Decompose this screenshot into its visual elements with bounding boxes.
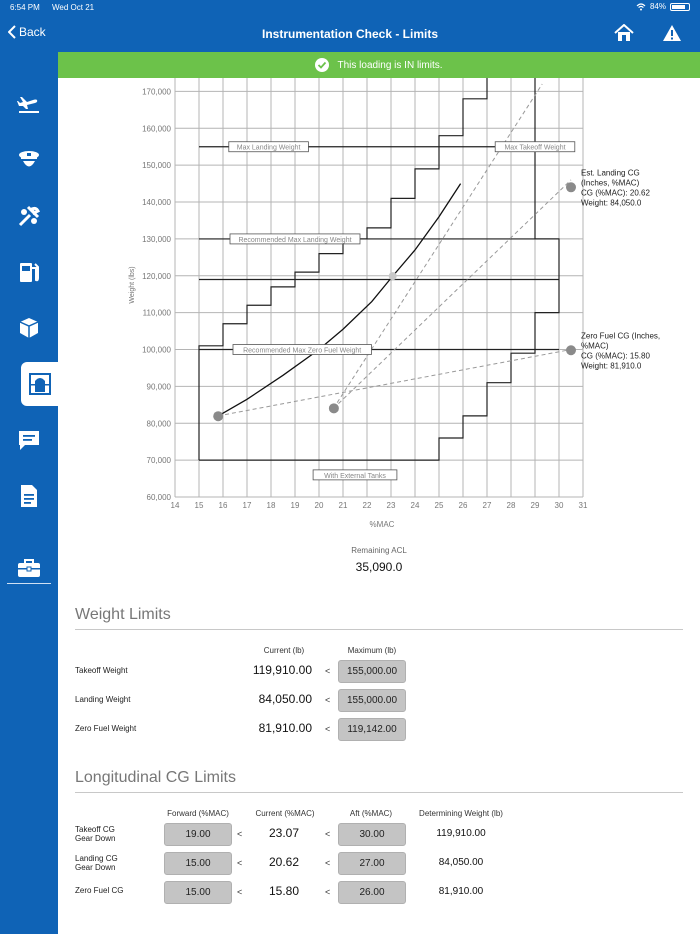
y-tick-label: 160,000 [142, 124, 171, 134]
limits-status-banner [58, 52, 700, 78]
annotation-text: Weight: 84,050.0 [581, 198, 642, 208]
y-tick-label: 140,000 [142, 198, 171, 208]
warning-icon [662, 24, 682, 42]
less-than: < [325, 666, 331, 676]
x-tick-label: 14 [170, 501, 180, 510]
y-tick-label: 70,000 [146, 456, 171, 466]
weight-col-max: Maximum (lb) [347, 646, 397, 655]
page-title: Instrumentation Check - Limits [261, 27, 439, 41]
battery-icon [670, 3, 690, 11]
weight-current-value: 81,910.00 [258, 721, 312, 735]
annotation-text: %MAC) [581, 341, 609, 351]
x-tick-label: 20 [314, 501, 324, 510]
annotation-text: Zero Fuel CG (Inches, [581, 331, 661, 341]
remaining-acl-label: Remaining ACL [351, 546, 407, 555]
cg-determining-weight: 84,050.00 [438, 857, 484, 868]
cg-determining-weight: 119,910.00 [436, 828, 486, 839]
pilot-cap-icon [17, 148, 41, 172]
home-indicator[interactable] [243, 925, 457, 929]
weight-max-box: 119,142.00 [338, 718, 406, 741]
sidebar-item-messages[interactable] [0, 418, 58, 462]
weight-row-label: Landing Weight [75, 695, 131, 704]
cg-col-determining: Determining Weight (lb) [419, 809, 503, 818]
document-icon [19, 484, 39, 508]
cg-envelope-chart [58, 78, 700, 528]
weight-row-label: Takeoff Weight [75, 666, 128, 675]
cg-limits-title: Longitudinal CG Limits [75, 769, 236, 786]
x-tick-label: 16 [218, 501, 228, 510]
battery-percent: 84% [649, 2, 666, 11]
x-tick-label: 29 [530, 501, 540, 510]
y-tick-label: 90,000 [146, 382, 171, 392]
wifi-icon [636, 3, 646, 11]
less-than: < [325, 724, 331, 734]
annotation-marker [566, 182, 576, 192]
sidebar-item-briefcase[interactable] [0, 546, 58, 590]
warning-button[interactable] [662, 24, 682, 47]
cg-forward-box: 19.00 [164, 823, 232, 846]
x-tick-label: 24 [410, 501, 420, 510]
x-tick-label: 27 [482, 501, 492, 510]
wrench-icon [17, 204, 41, 228]
annotation-text: CG (%MAC): 15.80 [581, 351, 650, 361]
y-tick-label: 60,000 [146, 493, 171, 502]
envelope-label: Recommended Max Landing Weight [238, 236, 352, 244]
weight-max-box: 155,000.00 [338, 660, 406, 683]
banner-text: This loading is IN limits. [337, 59, 443, 71]
aircraft-loading-icon [29, 372, 51, 396]
flight-icon [17, 94, 41, 114]
x-tick-label: 19 [290, 501, 300, 510]
x-tick-label: 15 [194, 501, 204, 510]
cg-current-value: 15.80 [268, 884, 300, 898]
back-label: Back [19, 25, 46, 39]
sidebar-item-crew[interactable] [0, 138, 58, 182]
cg-limits-rule [75, 792, 683, 793]
y-axis-label: Weight (lbs) [129, 266, 136, 304]
battery-level [672, 5, 685, 9]
less-than: < [237, 887, 243, 897]
less-than: < [325, 695, 331, 705]
cg-col-forward: Forward (%MAC) [167, 809, 229, 818]
cargo-box-icon [18, 316, 40, 340]
weight-limits-title: Weight Limits [75, 606, 171, 623]
cg-point [213, 411, 223, 421]
weight-current-value: 84,050.00 [258, 692, 312, 706]
less-than: < [325, 829, 331, 839]
annotation-text: Est. Landing CG [581, 168, 640, 178]
status-right [636, 2, 690, 11]
x-tick-label: 30 [554, 501, 564, 510]
envelope-label: Max Takeoff Weight [504, 144, 566, 152]
annotation-text: Weight: 81,910.0 [581, 361, 642, 371]
main-content [58, 78, 700, 934]
y-tick-label: 170,000 [142, 87, 171, 97]
fuel-burn-curve [218, 184, 460, 416]
home-button[interactable] [614, 24, 634, 47]
less-than: < [325, 887, 331, 897]
less-than: < [325, 858, 331, 868]
less-than: < [237, 829, 243, 839]
annotation-marker [566, 345, 576, 355]
cg-forward-box: 15.00 [164, 881, 232, 904]
fuel-icon [18, 260, 40, 284]
y-tick-label: 130,000 [142, 234, 171, 244]
cg-current-value: 20.62 [268, 855, 300, 869]
envelope-label: Max Landing Weight [236, 144, 301, 152]
y-tick-label: 80,000 [146, 419, 171, 429]
cg-point [389, 272, 397, 280]
x-tick-label: 26 [458, 501, 468, 510]
cg-envelope-boundary [199, 78, 559, 460]
x-tick-label: 28 [506, 501, 516, 510]
cg-row-label-line1: Takeoff CG [75, 825, 115, 834]
sidebar [0, 52, 58, 934]
envelope-label: With External Tanks [324, 472, 386, 480]
y-tick-label: 110,000 [142, 308, 171, 318]
weight-max-box: 155,000.00 [338, 689, 406, 712]
x-tick-label: 22 [362, 501, 372, 510]
weight-current-value: 119,910.00 [252, 663, 312, 677]
sidebar-item-loading[interactable] [21, 362, 58, 406]
x-tick-label: 23 [386, 501, 396, 510]
weight-row-label: Zero Fuel Weight [75, 724, 137, 733]
status-time: 6:54 PM [10, 3, 40, 12]
cg-row-label-line2: Gear Down [75, 863, 116, 872]
x-tick-label: 18 [266, 501, 276, 510]
cg-aft-box: 27.00 [338, 852, 406, 875]
home-icon [614, 24, 634, 42]
cg-aft-box: 26.00 [338, 881, 406, 904]
weight-limits-rule [75, 629, 683, 630]
cg-current-value: 23.07 [268, 826, 300, 840]
weight-col-current: Current (lb) [263, 646, 305, 655]
y-tick-label: 100,000 [142, 345, 171, 355]
cg-point [329, 403, 339, 413]
cg-row-label-line1: Landing CG [75, 854, 118, 863]
x-tick-label: 21 [338, 501, 348, 510]
status-bar [0, 0, 700, 16]
cg-aft-box: 30.00 [338, 823, 406, 846]
x-tick-label: 31 [578, 501, 588, 510]
cg-forward-box: 15.00 [164, 852, 232, 875]
cg-col-current: Current (%MAC) [255, 809, 315, 818]
remaining-acl-value: 35,090.0 [355, 560, 403, 574]
annotation-text: CG (%MAC): 20.62 [581, 188, 650, 198]
less-than: < [237, 858, 243, 868]
sidebar-item-cargo[interactable] [0, 306, 58, 350]
cg-col-aft: Aft (%MAC) [349, 809, 393, 818]
sidebar-item-maintenance[interactable] [0, 194, 58, 238]
briefcase-icon [17, 558, 41, 578]
y-tick-label: 150,000 [142, 161, 171, 171]
status-date: Wed Oct 21 [52, 3, 95, 12]
sidebar-item-documents[interactable] [0, 474, 58, 518]
envelope-label: Recommended Max Zero Fuel Weight [243, 347, 362, 355]
message-icon [17, 429, 41, 451]
x-tick-label: 17 [242, 501, 252, 510]
cg-row-label-line2: Gear Down [75, 834, 116, 843]
sidebar-item-fuel[interactable] [0, 250, 58, 294]
cg-determining-weight: 81,910.00 [438, 886, 484, 897]
nav-bar [0, 16, 700, 52]
annotation-text: (Inches, %MAC) [581, 178, 640, 188]
check-circle-icon [315, 58, 329, 72]
cg-row-label-line1: Zero Fuel CG [75, 886, 124, 895]
y-tick-label: 120,000 [142, 271, 171, 281]
x-tick-label: 25 [434, 501, 444, 510]
sidebar-item-flight[interactable] [0, 82, 58, 126]
x-axis-label: %MAC [369, 520, 395, 528]
